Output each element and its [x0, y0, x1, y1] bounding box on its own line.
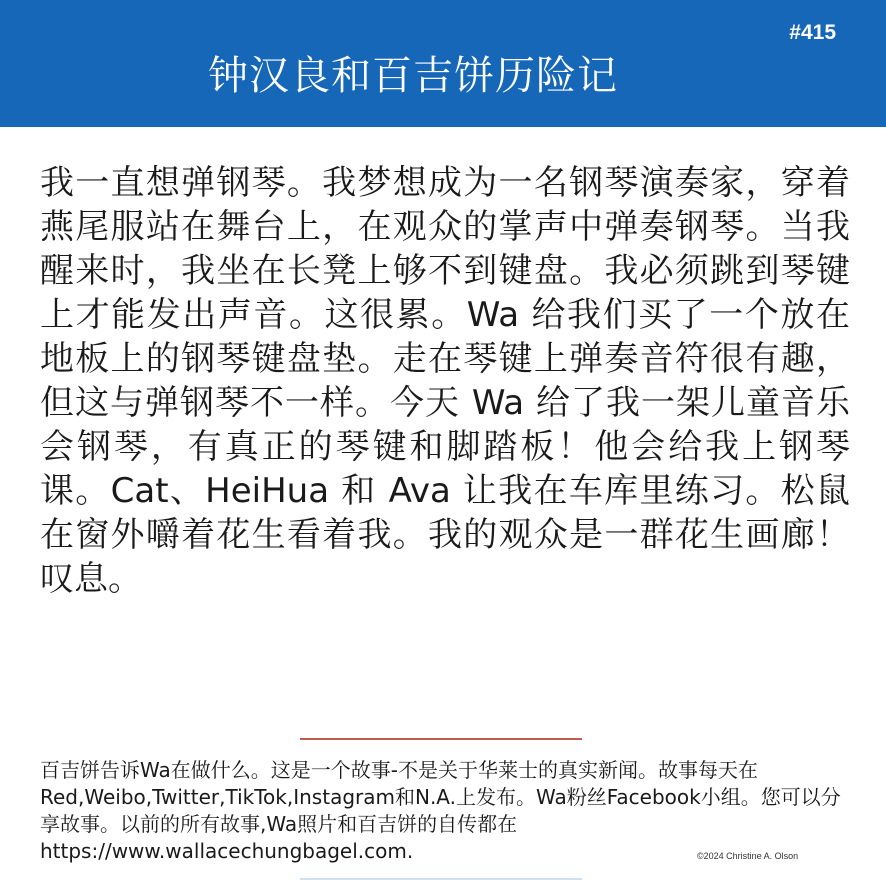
issue-number: #415 — [789, 21, 836, 44]
bottom-divider — [300, 878, 582, 880]
footer-divider — [300, 738, 582, 740]
header-banner — [0, 0, 886, 127]
copyright-notice: ©2024 Christine A. Olson — [697, 851, 799, 861]
story-title: 钟汉良和百吉饼历险记 — [208, 53, 618, 99]
story-text: 我一直想弹钢琴。我梦想成为一名钢琴演奏家，穿着燕尾服站在舞台上，在观众的掌声中弹奏钢琴。当我醒来时，我坐在长凳上够不到键盘。我必须跳到琴键上才能发出声音。这很累。Wa 给我们买了一个放在地板上的钢琴键盘垫。走在琴键上弹奏音符很有趣，但这与弹钢琴不一样。今天 Wa 给了我一架儿童音乐会钢琴，有真正的琴键和脚踏板！他会给我上钢琴课。Cat、HeiHua 和 Ava 让我在车库里练习。松鼠在窗外嚼着花生看着我。我的观众是一群花生画廊！叹息。 — [40, 163, 850, 599]
footer-note: 百吉饼告诉Wa在做什么。这是一个故事-不是关于华莱士的真实新闻。故事每天在Red,Weibo,Twitter,TikTok,Instagram和N.A.上发布。Wa粉丝Facebook小组。您可以分享故事。以前的所有故事,Wa照片和百吉饼的自传都在https://www.wallacechungbagel.com. — [40, 758, 841, 863]
